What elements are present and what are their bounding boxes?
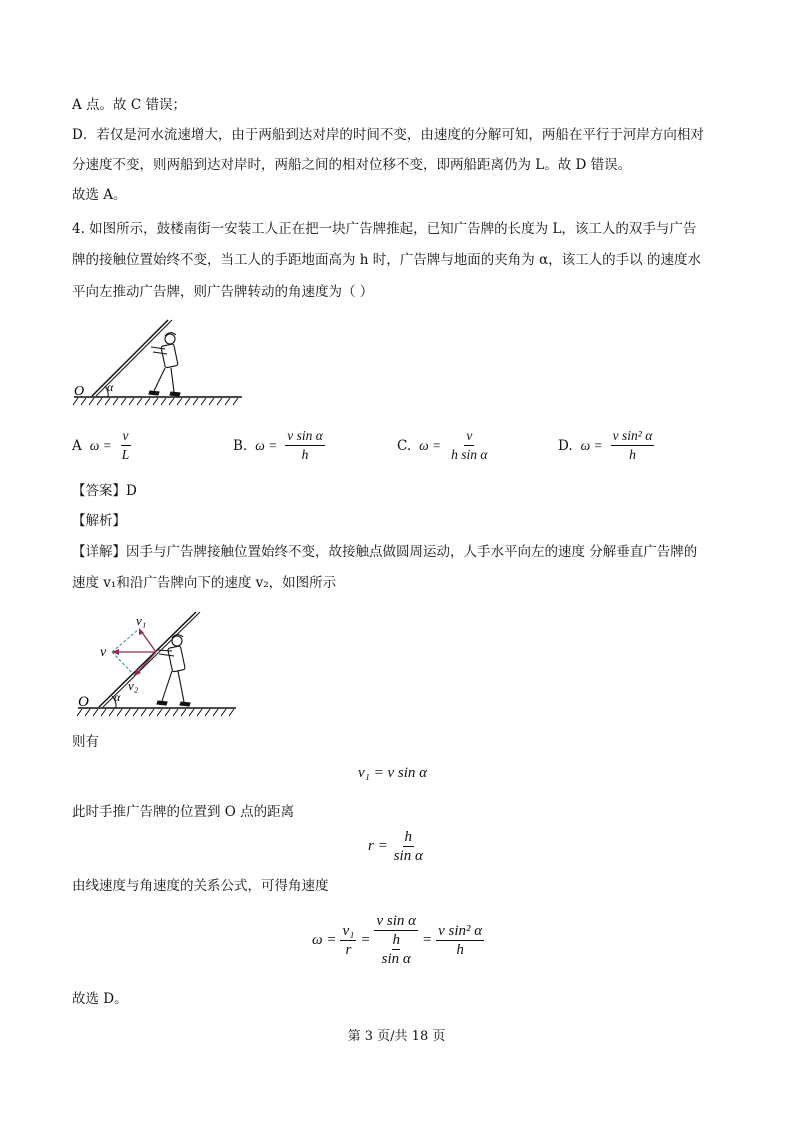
answer-label: 【答案】D (72, 483, 137, 499)
nested-numerator: h (392, 932, 400, 948)
detail-line: 【详解】因手与广告牌接触位置始终不变，故接触点做圆周运动，人手水平向左的速度 分解垂直广告牌的 (72, 544, 698, 560)
fraction-numerator: h (404, 829, 413, 845)
text-line: 此时手推广告牌的位置到 O 点的距离 (72, 804, 295, 820)
text-line: 分速度不变，则两船到达对岸时，两船之间的相对位移不变，即两船距离仍为 L。故 D 错误。 (72, 157, 632, 173)
equation-fraction (392, 828, 425, 865)
equation-fraction (340, 922, 356, 959)
option-fraction (120, 427, 132, 464)
option-lhs: ω = (580, 437, 603, 453)
option-lhs: ω = (419, 437, 442, 453)
fraction-numerator: v sin² α (611, 427, 655, 446)
fraction-denominator: L (121, 447, 130, 462)
fraction-denominator (380, 931, 413, 968)
v-label: v (100, 645, 107, 660)
equation-fraction (374, 912, 418, 968)
option-label: B. (233, 437, 248, 454)
text-line: A 点。故 C 错误； (72, 97, 186, 113)
option-fraction (449, 427, 489, 464)
text-line: 由线速度与角速度的关系公式，可得角速度 (72, 878, 329, 894)
figure-velocity-decomposition (74, 608, 244, 718)
fraction-numerator: v sin² α (438, 922, 483, 939)
angle-label: α (114, 690, 121, 704)
fraction-denominator: r (345, 941, 352, 958)
v1-label: v₁ (136, 613, 147, 628)
page-footer: 第 3 页/共 18 页 (347, 1029, 446, 1044)
equation-omega (312, 912, 484, 968)
option-label: D. (558, 437, 573, 454)
fraction-numerator: v sin α (376, 913, 417, 929)
option-label: C. (397, 437, 412, 454)
fraction-denominator: h (301, 447, 309, 462)
question-line: 牌的接触位置始终不变，当工人的手距地面高为 h 时，广告牌与地面的夹角为 α，该工人的手以 的速度水 (72, 252, 701, 268)
text-line: 则有 (72, 734, 99, 750)
origin-label: O (78, 694, 89, 710)
equals-sign: = (422, 931, 433, 948)
equation-lhs: r = (368, 838, 388, 854)
text-line: 故选 A。 (72, 187, 127, 203)
option-fraction (611, 427, 655, 464)
fraction-numerator: v sin α (285, 427, 325, 446)
option-d[interactable] (558, 427, 654, 464)
option-c[interactable] (397, 427, 490, 464)
analysis-label: 【解析】 (72, 513, 126, 529)
v2-label: v₂ (128, 678, 139, 693)
fraction-denominator: sin α (393, 848, 423, 864)
text-line: 故选 D。 (72, 991, 128, 1007)
option-lhs: ω = (255, 437, 278, 453)
fraction-numerator: v₁ (342, 922, 355, 939)
fraction-numerator: v (121, 427, 131, 446)
fraction-denominator: h sin α (451, 447, 488, 462)
option-a[interactable] (72, 427, 131, 464)
equals-sign: = (360, 931, 371, 948)
figure-billboard-worker (70, 318, 245, 408)
question-line: 4. 如图所示，鼓楼南街一安装工人正在把一块广告牌推起，已知广告牌的长度为 L，该工人的双手与广告 (72, 221, 697, 237)
detail-line: 速度 v₁和沿广告牌向下的速度 v₂，如图所示 (72, 575, 337, 591)
option-lhs: ω = (89, 437, 112, 453)
fraction-denominator: h (629, 447, 636, 462)
equation-r (368, 828, 425, 865)
fraction-denominator: h (456, 941, 464, 958)
equation-lhs: ω = (312, 931, 337, 948)
question-line: 平向左推动广告牌，则广告牌转动的角速度为（ ） (72, 284, 374, 300)
equation-v1: v₁ = v sin α (358, 765, 428, 781)
text-line: D．若仅是河水流速增大，由于两船到达对岸的时间不变，由速度的分解可知，两船在平行于河岸方向相对 (72, 127, 704, 143)
angle-label: α (107, 380, 114, 394)
nested-denominator: sin α (381, 951, 411, 967)
option-fraction (285, 427, 325, 464)
fraction-numerator: v (464, 427, 474, 446)
option-b[interactable] (233, 427, 325, 464)
option-label: A (72, 437, 82, 454)
equation-fraction (436, 922, 484, 959)
origin-label: O (74, 384, 85, 399)
